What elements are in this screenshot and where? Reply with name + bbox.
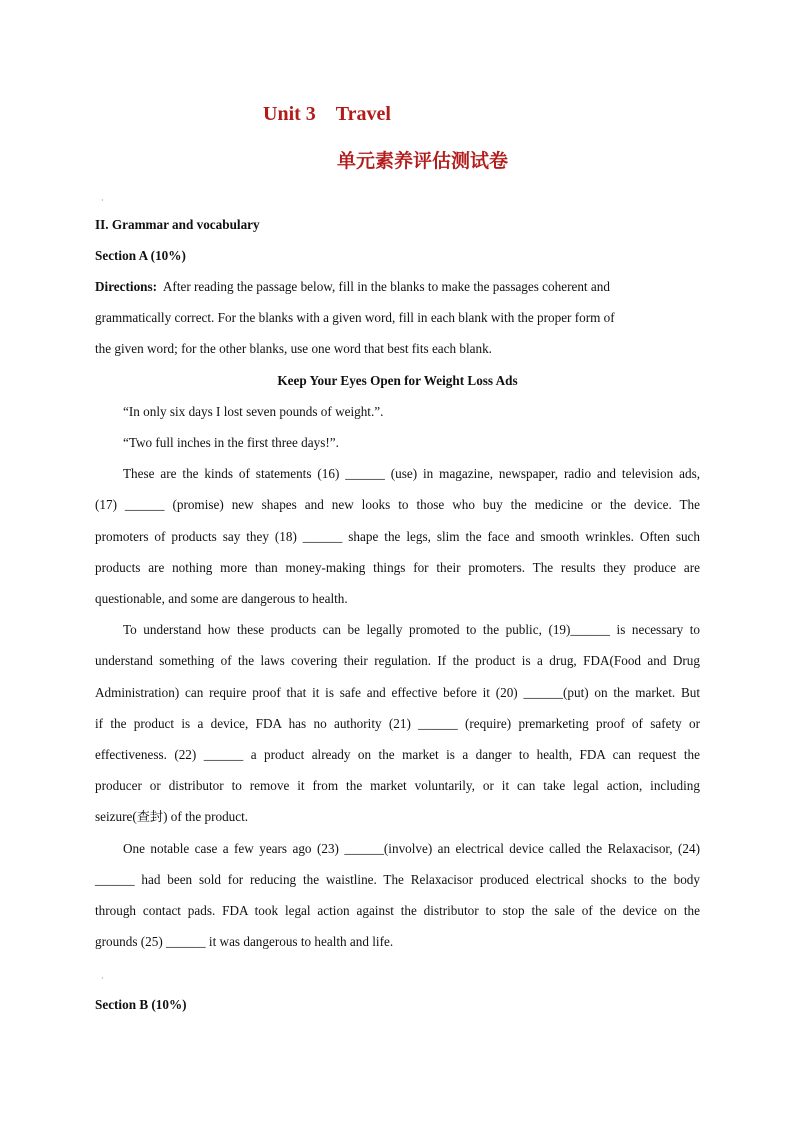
directions-line-3: the given word; for the other blanks, use one word that best fits each blank. <box>95 341 492 356</box>
passage-line: promoters of products say they (18) ______ shape the legs, slim the face and smooth wrinkles. Often such <box>95 529 700 544</box>
separator-dot: · <box>101 974 104 983</box>
passage-line: questionable, and some are dangerous to health. <box>95 591 348 606</box>
passage-line: ______ had been sold for reducing the waistline. The Relaxacisor produced electrical shocks to the body <box>95 872 700 887</box>
passage-line: seizure(查封) of the product. <box>95 809 249 824</box>
section-b-heading: Section B (10%) <box>95 997 187 1012</box>
passage-line: To understand how these products can be legally promoted to the public, (19)______ is necessary to <box>123 622 700 637</box>
passage-line: (17) ______ (promise) new shapes and new looks to those who buy the medicine or the device. The <box>95 497 700 512</box>
passage-line: “In only six days I lost seven pounds of weight.”. <box>123 404 384 419</box>
passage-line: if the product is a device, FDA has no authority (21) ______ (require) premarketing proof of safety or <box>95 716 700 731</box>
passage-line: through contact pads. FDA took legal action against the distributor to stop the sale of the device on the <box>95 903 700 918</box>
unit-number: Unit 3 <box>263 103 316 125</box>
test-subtitle: 单元素养评估测试卷 <box>337 150 509 172</box>
passage-line: producer or distributor to remove it from the market voluntarily, or it can take legal action, including <box>95 778 700 793</box>
passage-title: Keep Your Eyes Open for Weight Loss Ads <box>277 373 518 388</box>
directions-label: Directions: <box>95 279 158 294</box>
directions-line-1 <box>95 278 700 296</box>
section-a-heading: Section A (10%) <box>95 248 186 263</box>
passage-line: Administration) can require proof that it is safe and effective before it (20) ______(put) on the market. But <box>95 685 700 700</box>
passage-line: “Two full inches in the first three days!”. <box>123 435 339 450</box>
passage-line: effectiveness. (22) ______ a product already on the market is a danger to health, FDA can request the <box>95 747 700 762</box>
unit-title <box>263 103 391 126</box>
passage-line: products are nothing more than money-making things for their promoters. The results they produce are <box>95 560 700 575</box>
passage-line: understand something of the laws covering their regulation. If the product is a drug, FDA(Food and Drug <box>95 653 700 668</box>
passage-line: These are the kinds of statements (16) ______ (use) in magazine, newspaper, radio and television ads, <box>123 466 700 481</box>
passage-line: grounds (25) ______ it was dangerous to health and life. <box>95 934 394 949</box>
directions-text-1: After reading the passage below, fill in the blanks to make the passages coherent and <box>162 279 610 294</box>
unit-topic: Travel <box>335 103 391 125</box>
separator-dot: · <box>101 196 104 205</box>
passage-line: One notable case a few years ago (23) ______(involve) an electrical device called the Relaxacisor, (24) <box>123 841 700 856</box>
part-heading: II. Grammar and vocabulary <box>95 217 260 232</box>
directions-line-2: grammatically correct. For the blanks with a given word, fill in each blank with the proper form of <box>95 310 615 325</box>
